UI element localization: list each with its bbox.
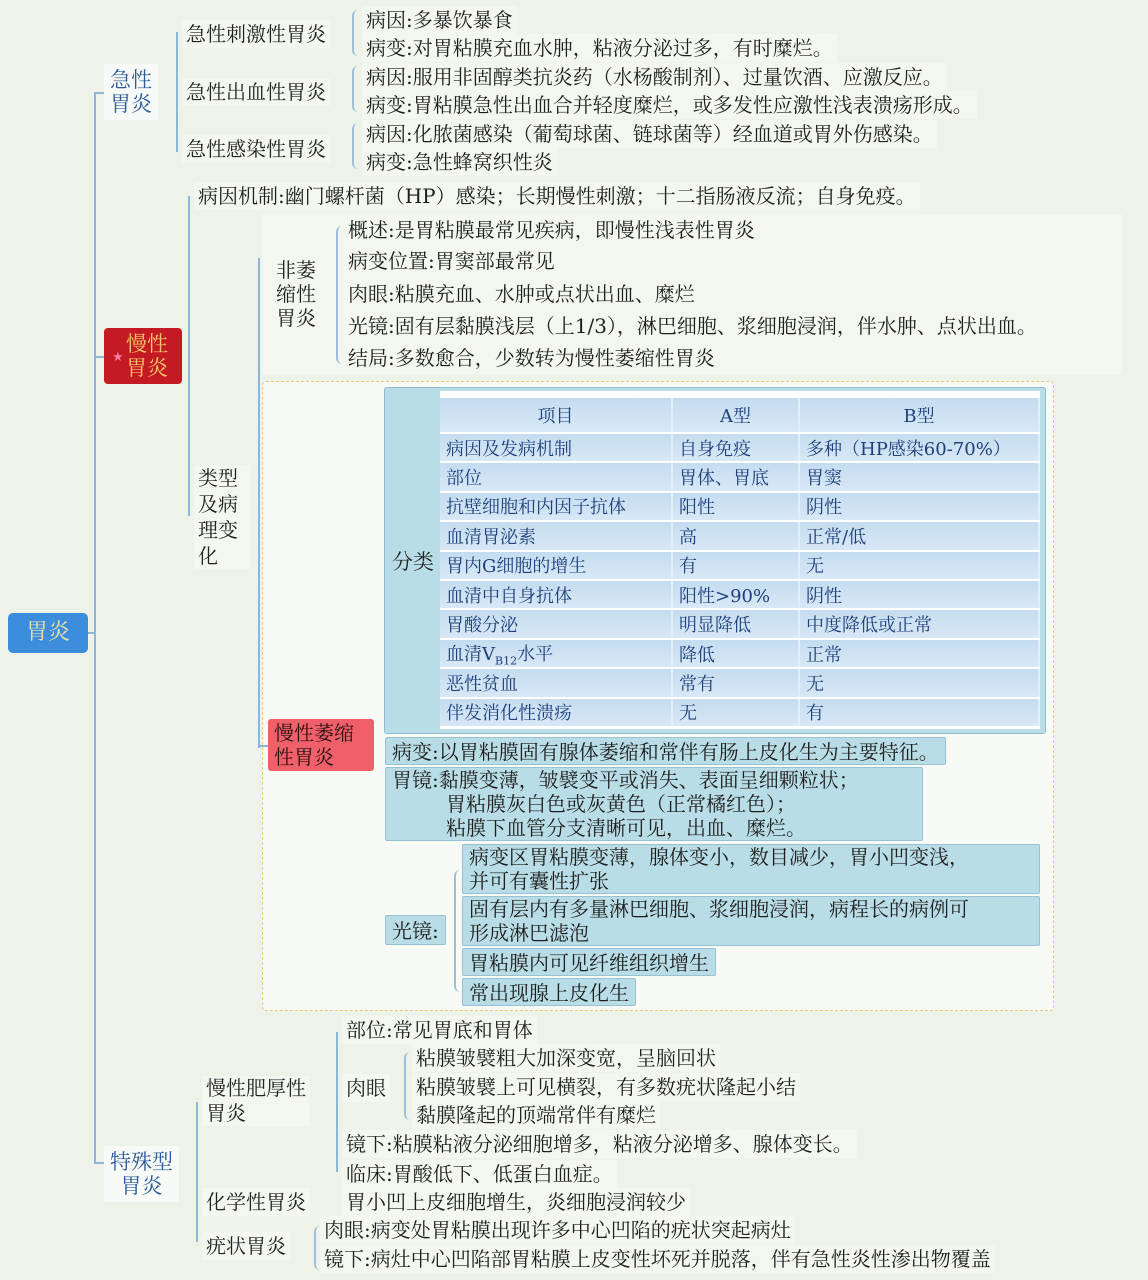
types-branch-line: [258, 258, 260, 748]
table-cell: 恶性贫血: [440, 669, 673, 696]
non-atrophic-gross: 肉眼:粘膜充血、水肿或点状出血、糜烂: [344, 280, 699, 308]
hypertrophic-branch-line: [336, 1032, 338, 1172]
non-atrophic-overview: 概述:是胃粘膜最常见疾病，即慢性浅表性胃炎: [344, 216, 759, 244]
microscopy-item-1-line-1: 病变区胃粘膜变薄，腺体变小，数目减少，胃小凹变浅，: [469, 845, 969, 869]
non-atrophic-location: 病变位置:胃窦部最常见: [344, 247, 559, 275]
table-header: B型: [800, 398, 1040, 432]
hypertrophic-site: 部位:常见胃底和胃体: [342, 1016, 537, 1044]
special-label-line1: 特殊型: [110, 1150, 173, 1174]
types-label-2: 及病: [198, 492, 238, 516]
hypertrophic-label-line1: 慢性肥厚性: [206, 1076, 306, 1100]
table-cell: 血清中自身抗体: [440, 581, 673, 608]
microscopy-item-1-line-2: 并可有囊性扩张: [469, 869, 609, 893]
table-cell: 正常/低: [800, 522, 1040, 549]
brace: [454, 870, 460, 992]
table-cell: 病因及发病机制: [440, 434, 673, 461]
chronic-label-line2: 胃炎: [126, 356, 168, 380]
star-icon: ★: [112, 350, 124, 365]
table-row: [440, 669, 1040, 696]
gastroscopy-line-3: 粘膜下血管分支清晰可见，出血、糜烂。: [446, 816, 806, 840]
node-non-atrophic[interactable]: [272, 258, 320, 330]
table-row: [440, 610, 1040, 637]
microscopy-item-4: 常出现腺上皮化生: [462, 978, 636, 1006]
atrophic-label-line1: 慢性萎缩: [274, 721, 354, 745]
table-row: [440, 581, 1040, 608]
microscopy-item-2: [462, 896, 1040, 946]
table-row: [440, 463, 1040, 490]
brace: [352, 123, 358, 169]
classification-label: 分类: [392, 550, 434, 574]
table-row: [440, 640, 1040, 668]
table-cell: 伴发消化性溃疡: [440, 699, 673, 726]
table-cell: 自身免疫: [673, 434, 800, 461]
table-cell: 阴性: [800, 493, 1040, 520]
verrucous-micro: 镜下:病灶中心凹陷部胃粘膜上皮变性坏死并脱落，伴有急性炎性渗出物覆盖: [320, 1245, 995, 1273]
acute-irritant-lesion: 病变:对胃粘膜充血水肿，粘液分泌过多，有时糜烂。: [362, 34, 837, 62]
classification-table-wrap: [440, 391, 1040, 729]
gastroscopy-line-2: 胃粘膜灰白色或灰黄色（正常橘红色）；: [446, 792, 796, 816]
microscopy-item-3: 胃粘膜内可见纤维组织增生: [462, 948, 716, 976]
root-label: 胃炎: [25, 620, 70, 645]
acute-label-line2: 胃炎: [110, 92, 152, 116]
acute-branch-line: [176, 32, 178, 152]
microscopy-label: 光镜:: [385, 915, 446, 945]
table-cell: 有: [673, 552, 800, 579]
table-header: A型: [673, 398, 800, 432]
brace: [336, 226, 342, 364]
special-branch-line: [196, 1102, 198, 1242]
root-connector: [88, 632, 96, 634]
table-cell: 胃内G细胞的增生: [440, 552, 673, 579]
vb12-prefix: 血清V: [446, 643, 495, 665]
acute-hemorrhagic-lesion: 病变:胃粘膜急性出血合并轻度糜烂，或多发性应激性浅表溃疡形成。: [362, 91, 977, 119]
table-row: [440, 434, 1040, 461]
non-atrophic-label-2: 缩性: [276, 282, 316, 306]
table-cell: 阳性>90%: [673, 581, 800, 608]
hypertrophic-label-line2: 胃炎: [206, 1101, 246, 1125]
node-acute-infectious[interactable]: 急性感染性胃炎: [182, 135, 330, 163]
chemical-item: 胃小凹上皮细胞增生，炎细胞浸润较少: [342, 1188, 690, 1216]
non-atrophic-outcome: 结局:多数愈合，少数转为慢性萎缩性胃炎: [344, 344, 719, 372]
table-cell: 无: [800, 552, 1040, 579]
acute-infectious-lesion: 病变:急性蜂窝织性炎: [362, 148, 557, 176]
acute-irritant-cause: 病因:多暴饮暴食: [362, 6, 517, 34]
table-cell: 血清胃泌素: [440, 522, 673, 549]
vb12-suffix: 水平: [517, 643, 554, 665]
acute-infectious-cause: 病因:化脓菌感染（葡萄球菌、链球菌等）经血道或胃外伤感染。: [362, 120, 937, 148]
brace: [352, 66, 358, 112]
table-cell: 无: [800, 669, 1040, 696]
table-cell: 常有: [673, 669, 800, 696]
vb12-subscript: B12: [495, 654, 518, 668]
node-acute-irritant[interactable]: 急性刺激性胃炎: [182, 20, 330, 48]
hypertrophic-gross-item: 粘膜皱襞上可见横裂，有多数疣状隆起小结: [412, 1073, 800, 1101]
microscopy-item-1: [462, 844, 1040, 894]
node-chronic-gastritis[interactable]: [104, 328, 182, 384]
chronic-label-line1: 慢性: [126, 332, 168, 356]
node-acute-hemorrhagic[interactable]: 急性出血性胃炎: [182, 78, 330, 106]
table-cell: 胃体、胃底: [673, 463, 800, 490]
types-label-4: 化: [198, 544, 218, 568]
table-row: [440, 522, 1040, 549]
atrophic-connector: [258, 745, 268, 747]
atrophic-label-line2: 性胃炎: [274, 745, 334, 769]
table-header: 项目: [440, 398, 673, 432]
atrophic-gastroscopy: [385, 767, 923, 841]
non-atrophic-microscopy: 光镜:固有层黏膜浅层（上1/3），淋巴细胞、浆细胞浸润，伴水肿、点状出血。: [344, 312, 1041, 340]
node-hypertrophic[interactable]: [202, 1076, 310, 1126]
hypertrophic-gross-label[interactable]: 肉眼: [342, 1074, 390, 1102]
verrucous-gross: 肉眼:病变处胃粘膜出现许多中心凹陷的疣状突起病灶: [320, 1216, 795, 1244]
table-cell-vb12: [440, 640, 673, 668]
brace: [404, 1052, 410, 1120]
hypertrophic-clinical: 临床:胃酸低下、低蛋白血症。: [342, 1160, 617, 1188]
table-cell: 明显降低: [673, 610, 800, 637]
table-cell: 胃窦: [800, 463, 1040, 490]
chronic-connector: [94, 356, 104, 358]
non-atrophic-label-1: 非萎: [276, 258, 316, 282]
table-cell: 正常: [800, 640, 1040, 668]
root-node-gastritis[interactable]: [8, 613, 88, 653]
microscopy-item-2-line-2: 形成淋巴滤泡: [469, 921, 589, 945]
table-cell: 阴性: [800, 581, 1040, 608]
node-acute-gastritis[interactable]: [104, 64, 158, 120]
classification-table: [440, 396, 1040, 728]
gastroscopy-line-1: 胃镜:黏膜变薄，皱襞变平或消失、表面呈细颗粒状；: [392, 768, 859, 792]
non-atrophic-label-3: 胃炎: [276, 306, 316, 330]
table-cell: 中度降低或正常: [800, 610, 1040, 637]
acute-label-line1: 急性: [110, 68, 152, 92]
table-cell: 胃酸分泌: [440, 610, 673, 637]
node-verrucous[interactable]: 疣状胃炎: [202, 1232, 290, 1260]
node-chemical[interactable]: 化学性胃炎: [202, 1188, 310, 1216]
node-special-gastritis[interactable]: [104, 1146, 179, 1202]
table-cell: 阳性: [673, 493, 800, 520]
brace: [352, 10, 358, 56]
node-types-pathology[interactable]: [194, 465, 250, 569]
node-chronic-atrophic[interactable]: [268, 719, 374, 771]
acute-hemorrhagic-cause: 病因:服用非固醇类抗炎药（水杨酸制剂）、过量饮酒、应激反应。: [362, 63, 947, 91]
table-cell: 多种（HP感染60-70%）: [800, 434, 1040, 461]
hypertrophic-gross-item: 黏膜隆起的顶端常伴有糜烂: [412, 1101, 660, 1129]
table-cell: 部位: [440, 463, 673, 490]
hypertrophic-micro: 镜下:粘膜粘液分泌细胞增多，粘液分泌增多、腺体变长。: [342, 1130, 857, 1158]
special-label-line2: 胃炎: [120, 1174, 163, 1198]
root-trunk-line: [94, 92, 96, 1164]
table-cell: 无: [673, 699, 800, 726]
acute-connector: [94, 92, 104, 94]
special-connector: [94, 1162, 104, 1164]
types-label-1: 类型: [198, 466, 238, 490]
types-label-3: 理变: [198, 518, 238, 542]
microscopy-item-2-line-1: 固有层内有多量淋巴细胞、浆细胞浸润，病程长的病例可: [469, 897, 969, 921]
table-cell: 降低: [673, 640, 800, 668]
chronic-branch-line: [188, 196, 190, 516]
table-row: [440, 552, 1040, 579]
chronic-etiology: 病因机制:幽门螺杆菌（HP）感染；长期慢性刺激；十二指肠液反流；自身免疫。: [194, 182, 920, 210]
table-cell: 高: [673, 522, 800, 549]
atrophic-lesion: 病变:以胃粘膜固有腺体萎缩和常伴有肠上皮化生为主要特征。: [385, 737, 946, 765]
table-row: [440, 699, 1040, 726]
table-cell: 抗壁细胞和内因子抗体: [440, 493, 673, 520]
table-cell: 有: [800, 699, 1040, 726]
hypertrophic-gross-item: 粘膜皱襞粗大加深变宽，呈脑回状: [412, 1044, 720, 1072]
table-header-row: [440, 398, 1040, 432]
table-row: [440, 493, 1040, 520]
